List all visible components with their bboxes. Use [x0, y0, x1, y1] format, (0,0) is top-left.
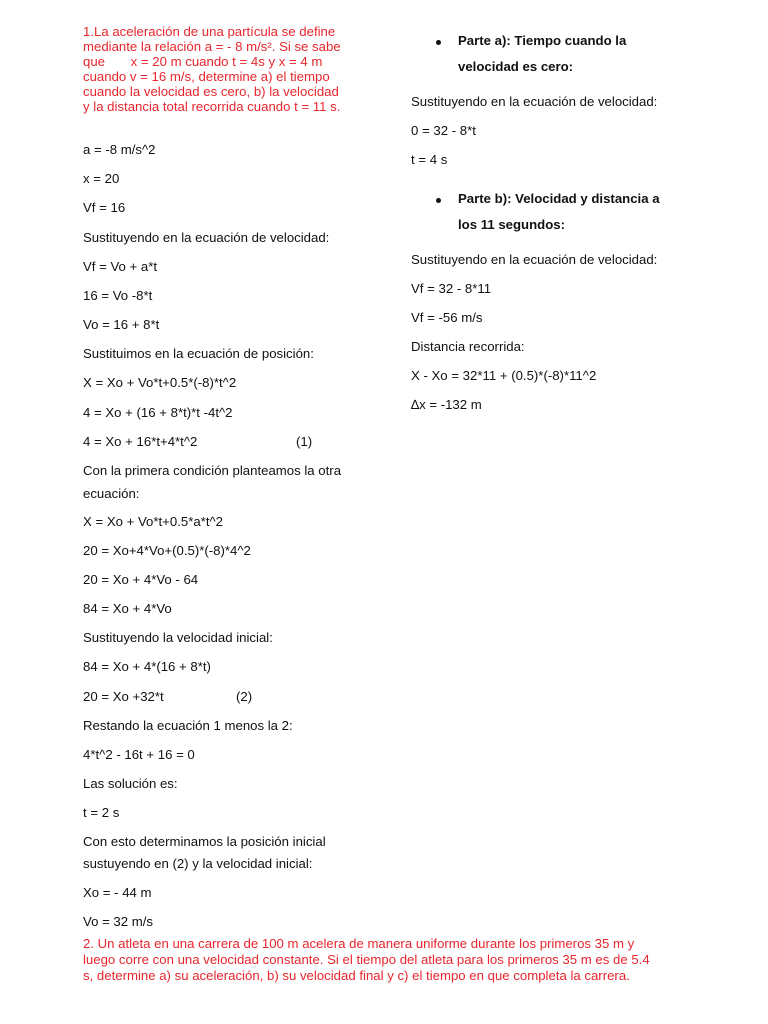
- solution-line: Vo = 16 + 8*t: [83, 317, 160, 332]
- part-b-line: Vf = 32 - 8*11: [411, 281, 492, 296]
- solution-line: 16 = Vo -8*t: [83, 288, 153, 303]
- part-b-line: Vf = -56 m/s: [411, 310, 483, 325]
- part-b-heading-line: Parte b): Velocidad y distancia a: [458, 191, 660, 206]
- solution-line: Vf = Vo + a*t: [83, 259, 158, 274]
- part-a-line: 0 = 32 - 8*t: [411, 123, 476, 138]
- problem-1-line: 1.La aceleración de una partícula se define: [83, 24, 336, 39]
- part-b-line: Distancia recorrida:: [411, 339, 525, 354]
- problem-1-line: cuando v = 16 m/s, determine a) el tiempo: [83, 69, 330, 84]
- problem-1-line: y la distancia total recorrida cuando t = 11 s.: [83, 99, 341, 114]
- equation-1-label: (1): [296, 434, 313, 449]
- part-b-line: ∆x = -132 m: [411, 397, 482, 412]
- solution-line: Con la primera condición planteamos la otra: [83, 463, 342, 478]
- part-b-line: X - Xo = 32*11 + (0.5)*(-8)*11^2: [411, 368, 597, 383]
- solution-line: 20 = Xo + 4*Vo - 64: [83, 572, 199, 587]
- equation-2: 20 = Xo +32*t: [83, 689, 164, 704]
- problem-2-line: s, determine a) su aceleración, b) su velocidad final y c) el tiempo en que completa la carrera.: [83, 968, 630, 983]
- problem-1-line: que x = 20 m cuando t = 4s y x = 4 m: [83, 54, 323, 69]
- equation-1: 4 = Xo + 16*t+4*t^2: [83, 434, 198, 449]
- part-a-line: Sustituyendo en la ecuación de velocidad:: [411, 94, 658, 109]
- part-a-heading: [458, 28, 626, 80]
- solution-line: Sustituimos en la ecuación de posición:: [83, 346, 314, 361]
- solution-line: Restando la ecuación 1 menos la 2:: [83, 718, 293, 733]
- solution-line: Las solución es:: [83, 776, 178, 791]
- problem-1-statement: [83, 24, 373, 114]
- part-a-heading-line: Parte a): Tiempo cuando la: [458, 33, 627, 48]
- bullet-icon: [436, 198, 441, 203]
- solution-line: sustuyendo en (2) y la velocidad inicial:: [83, 856, 313, 871]
- part-b-heading: [458, 186, 660, 238]
- solution-line: 4*t^2 - 16t + 16 = 0: [83, 747, 195, 762]
- solution-line: 4 = Xo + (16 + 8*t)*t -4t^2: [83, 405, 233, 420]
- solution-line: Con esto determinamos la posición inicial: [83, 834, 326, 849]
- problem-2-statement: [83, 936, 693, 984]
- solution-line: Xo = - 44 m: [83, 885, 152, 900]
- solution-line: Sustituyendo la velocidad inicial:: [83, 630, 273, 645]
- solution-line: X = Xo + Vo*t+0.5*a*t^2: [83, 514, 224, 529]
- solution-line: Sustituyendo en la ecuación de velocidad:: [83, 230, 330, 245]
- part-b-heading-line: los 11 segundos:: [458, 217, 565, 232]
- part-a-line: t = 4 s: [411, 152, 448, 167]
- solution-line: x = 20: [83, 171, 120, 186]
- problem-2-line: luego corre con una velocidad constante. Si el tiempo del atleta para los primeros 35 m es de 5.4: [83, 952, 650, 967]
- solution-line: ecuación:: [83, 486, 140, 501]
- solution-line: a = -8 m/s^2: [83, 142, 156, 157]
- solution-line: X = Xo + Vo*t+0.5*(-8)*t^2: [83, 375, 237, 390]
- part-a-heading-line: velocidad es cero:: [458, 59, 574, 74]
- solution-line: t = 2 s: [83, 805, 120, 820]
- problem-1-line: mediante la relación a = - 8 m/s². Si se sabe: [83, 39, 341, 54]
- solution-line: 20 = Xo+4*Vo+(0.5)*(-8)*4^2: [83, 543, 251, 558]
- solution-line: 84 = Xo + 4*(16 + 8*t): [83, 659, 211, 674]
- bullet-icon: [436, 40, 441, 45]
- part-b-line: Sustituyendo en la ecuación de velocidad:: [411, 252, 658, 267]
- problem-1-line: cuando la velocidad es cero, b) la velocidad: [83, 84, 339, 99]
- solution-line: Vf = 16: [83, 200, 126, 215]
- equation-2-label: (2): [236, 689, 253, 704]
- problem-2-line: 2. Un atleta en una carrera de 100 m acelera de manera uniforme durante los primeros 35 m y: [83, 936, 635, 951]
- solution-line: Vo = 32 m/s: [83, 914, 154, 929]
- solution-line: 84 = Xo + 4*Vo: [83, 601, 172, 616]
